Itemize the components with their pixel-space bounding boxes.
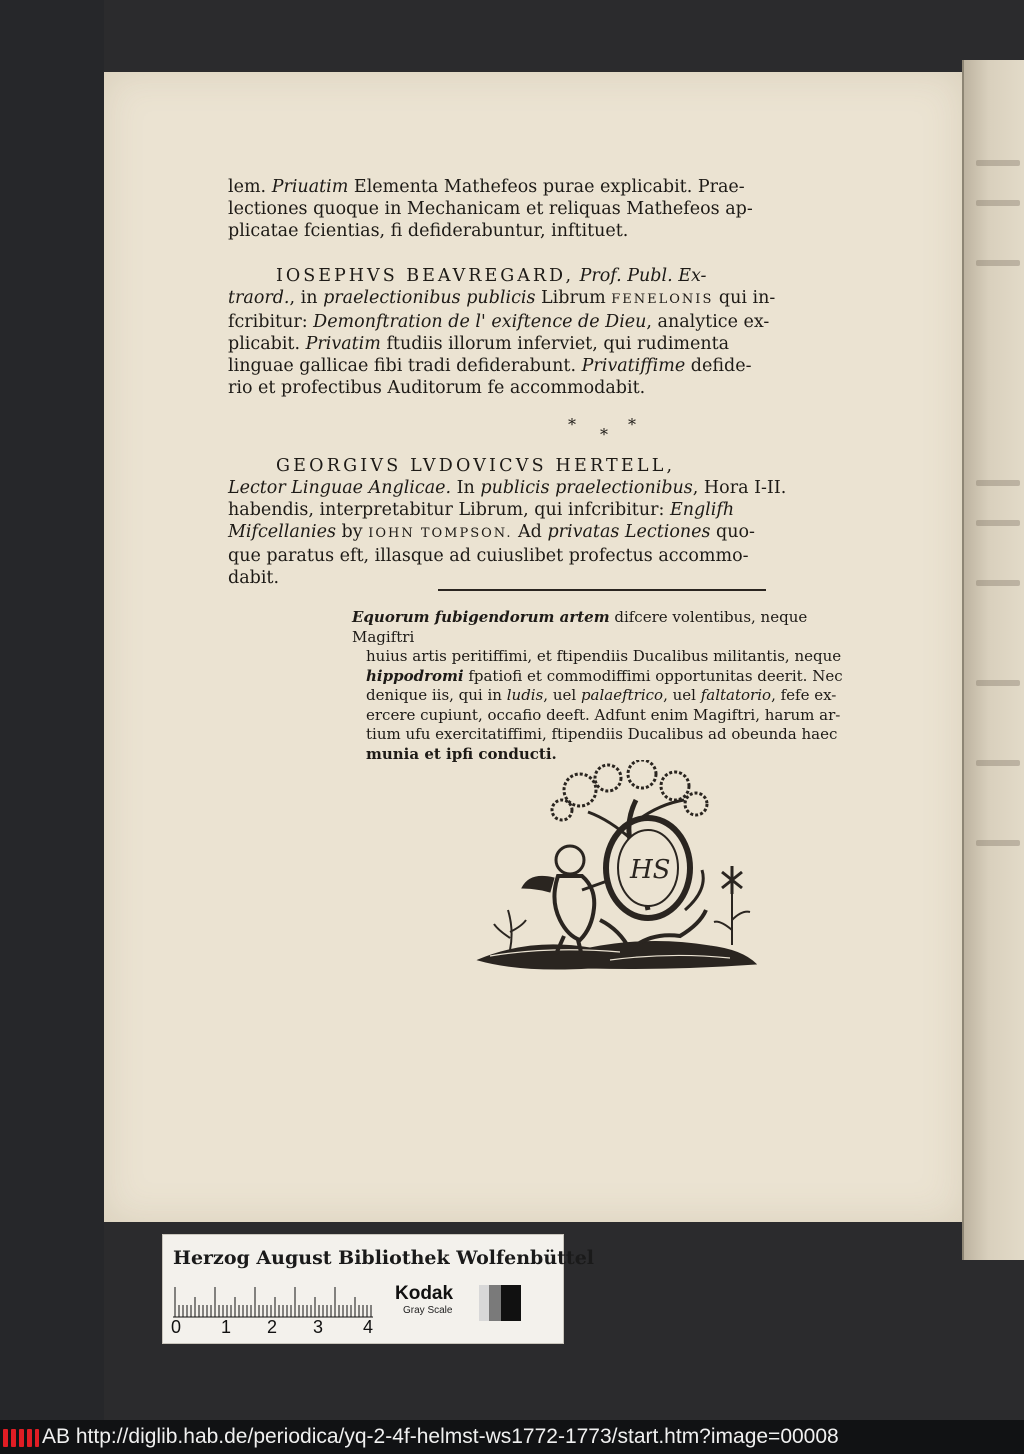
kodak-brand: Kodak: [395, 1283, 454, 1304]
text-line: Lector Linguae Anglicae. In publicis praelectionibus, Hora I-II.: [228, 478, 787, 498]
text-line: habendis, interpretabitur Librum, qui infcribitur: Englifh: [228, 500, 735, 520]
lector-name: GEORGIVS LVDOVICVS HERTELL,: [276, 456, 676, 476]
svg-text:HS: HS: [630, 855, 671, 885]
text-line: que paratus eft, illasque ad cuiuslibet profectus accommo-: [228, 546, 749, 566]
woodcut-vignette: [470, 760, 760, 975]
gray-swatches: [479, 1285, 523, 1321]
text-line: fcribitur: Demonftration de l' exiftence de Dieu, analytice ex-: [228, 312, 770, 332]
text-line: dabit.: [228, 568, 280, 588]
text-line: hippodromi fpatiofi et commodiffimi opportunitas deerit. Nec: [366, 666, 843, 685]
text-line: Equorum fubigendorum artem difcere volentibus, neque Magiftri: [352, 608, 808, 646]
text-line: traord., in praelectionibus publicis Librum FENELONIS qui in-: [228, 288, 776, 308]
text-line: munia et ipfi conducti.: [366, 744, 557, 763]
text-line: ercere cupiunt, occafio deeft. Adfunt enim Magiftri, harum ar-: [366, 705, 841, 724]
library-name: Herzog August Bibliothek Wolfenbüttel: [173, 1247, 594, 1269]
text-line: plicatae fcientias, fi defiderabuntur, inftituet.: [228, 221, 629, 241]
paragraph-hertell: [228, 455, 878, 589]
text-line: rio et profectibus Auditorum fe accommodabit.: [228, 378, 646, 398]
facing-page-edge: [962, 60, 1024, 1260]
scale-ruler: [173, 1283, 373, 1319]
text-line: lectiones quoque in Mechanicam et reliquas Mathefeos ap-: [228, 199, 753, 219]
scanner-bed: [0, 0, 104, 1420]
paragraph-mathematics: [228, 176, 878, 242]
text-line: tium ufu exercitatiffimi, ftipendiis Ducalibus ad obeunda haec: [366, 725, 838, 743]
text-line: linguae gallicae fibi tradi defiderabunt. Privatiffime defide-: [228, 356, 752, 376]
text-line: huius artis peritiffimi, et ftipendiis Ducalibus militantis, neque: [366, 647, 842, 665]
text-line: IOSEPHVS BEAVREGARD, Prof. Publ. Ex-: [276, 266, 707, 286]
text-line: plicabit. Privatim ftudiis illorum inferviet, qui rudimenta: [228, 334, 730, 354]
library-color-label: Herzog August Bibliothek Wolfenbüttel 0 1 2 3 4 Kodak Gray Scale: [162, 1234, 564, 1344]
professor-name: IOSEPHVS BEAVREGARD,: [276, 266, 575, 286]
text-line: denique iis, qui in ludis, uel palaeftrico, uel faltatorio, fefe ex-: [366, 686, 837, 704]
url-footer: [0, 1420, 1024, 1454]
riding-note: [352, 608, 874, 764]
paragraph-beauregard: [228, 265, 878, 399]
section-divider: [438, 589, 766, 591]
hab-logo-icon: [2, 1426, 40, 1448]
text-line: Mifcellanies by IOHN TOMPSON. Ad privatas Lectiones quo-: [228, 522, 755, 542]
footer-prefix: AB: [42, 1425, 71, 1448]
text-line: lem. Priuatim Elementa Mathefeos purae explicabit. Prae-: [228, 177, 745, 197]
source-url-link[interactable]: http://diglib.hab.de/periodica/yq-2-4f-helmst-ws1772-1773/start.htm?image=00008: [75, 1425, 839, 1448]
gray-scale-text: Gray Scale: [403, 1305, 453, 1316]
